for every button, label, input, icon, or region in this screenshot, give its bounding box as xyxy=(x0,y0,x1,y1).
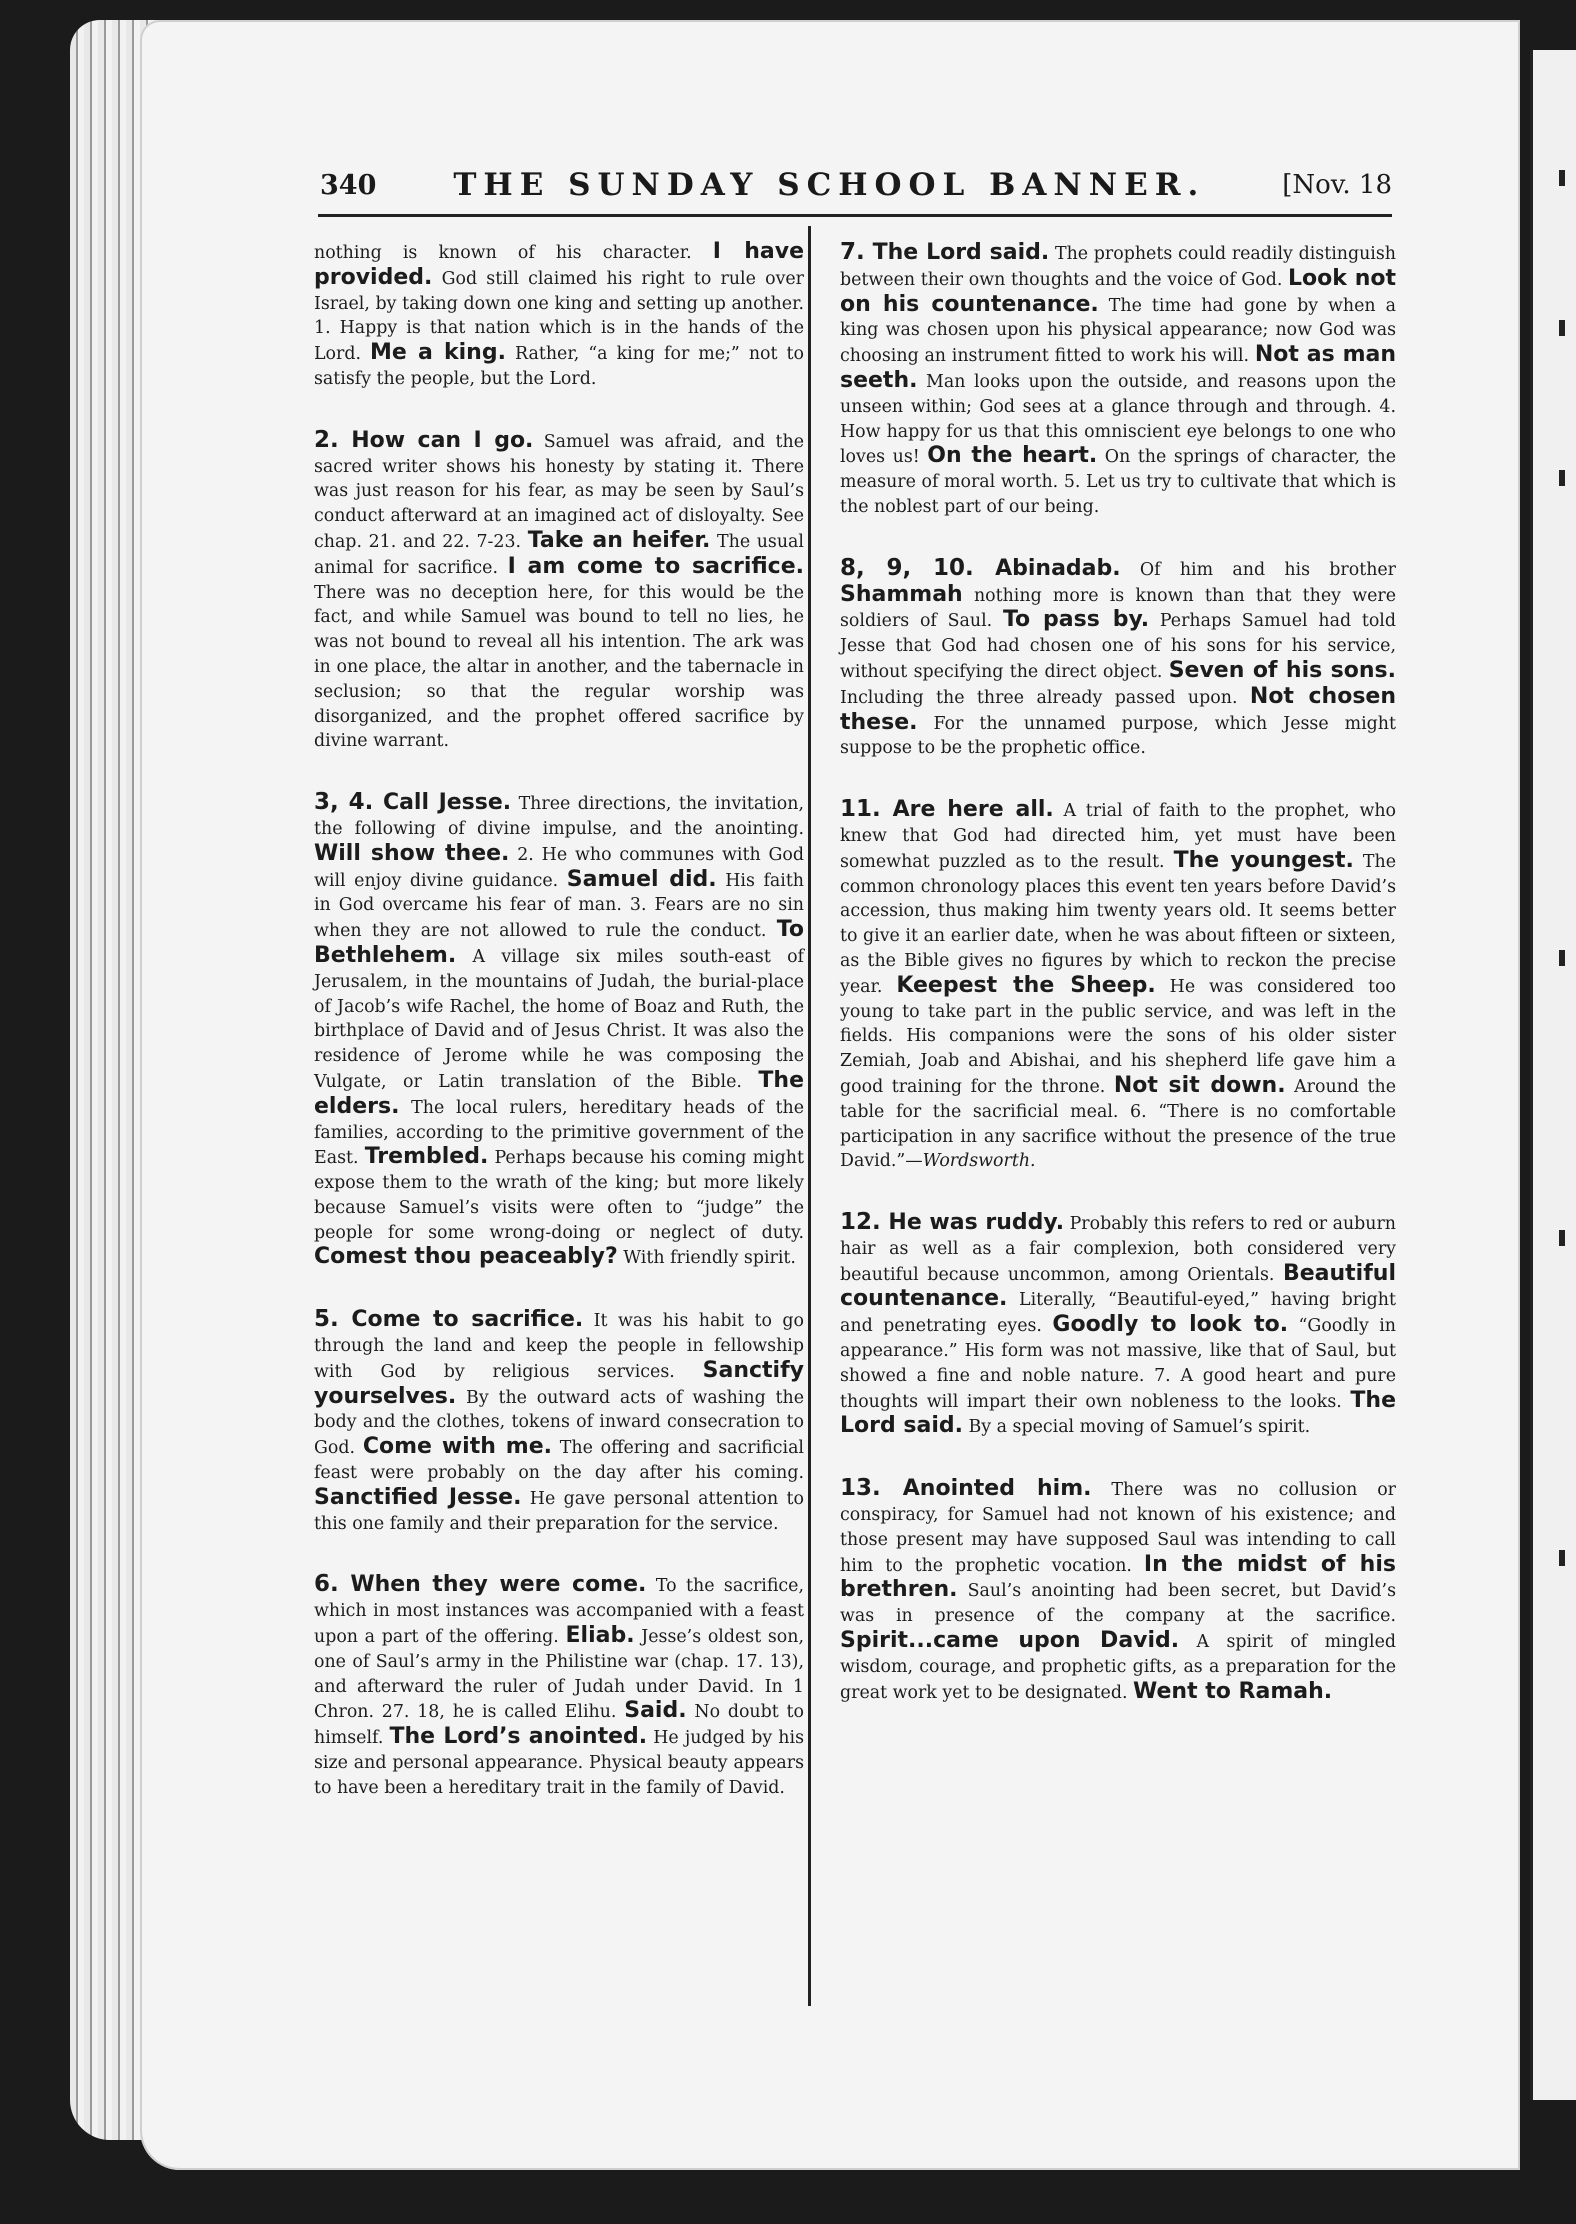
verse-number: 2. xyxy=(314,426,339,453)
verse-number: 11. xyxy=(840,796,881,823)
verse-number: 6. xyxy=(314,1571,339,1598)
note-paragraph xyxy=(840,240,1396,520)
note-text: Around the table for the sacrificial meal. 6. “There is no comfortable participation in any sacrifice without the presence of the true David.”— xyxy=(840,1076,1396,1172)
verse-number: 5. xyxy=(314,1306,339,1333)
note-paragraph xyxy=(314,240,804,392)
keyword-phrase: Comest thou peaceably? xyxy=(314,1244,618,1270)
note-paragraph xyxy=(840,1210,1396,1440)
note-text: A trial of faith to the prophet, who knew that God had directed him, yet must have been somewhat puzzled as to the result. xyxy=(840,801,1396,872)
note-text: Jesse’s oldest son, one of Saul’s army in the Philistine war (chap. 17. 13), and afterward the ruler of Judah under David. In 1 Chron. 27. 18, he is called Elihu. xyxy=(314,1627,804,1723)
note-paragraph xyxy=(314,790,804,1271)
note-text: It was his habit to go through the land and keep the people in fellowship with God by religious services. xyxy=(314,1311,804,1382)
keyword-phrase: In the midst of his brethren. xyxy=(840,1551,1396,1603)
note-text: nothing more is known than that they were soldiers of Saul. xyxy=(840,585,1396,632)
note-text: Samuel was afraid, and the sacred writer shows his honesty by stating it. There was just reason for his fear, as may be seen by Saul’s conduct afterward at an imagined act of disloyalty. See chap. 21. and 22. 7-23. xyxy=(314,431,804,552)
verse-number: 8, 9, 10. xyxy=(840,554,974,581)
verse-number: 7. xyxy=(840,239,865,265)
note-text: “Goodly in appearance.” His form was not massive, like that of Saul, but showed a fine and noble nature. 7. A good heart and pure thoughts will impart their own nobleness to the looks. xyxy=(840,1316,1396,1412)
column-divider xyxy=(808,226,811,2006)
keyword-phrase: Abinadab. xyxy=(973,555,1121,581)
keyword-phrase: He was ruddy. xyxy=(880,1210,1065,1236)
keyword-phrase: Not as man seeth. xyxy=(840,342,1397,393)
keyword-phrase: Not chosen these. xyxy=(840,683,1397,735)
keyword-phrase: Goodly to look to. xyxy=(1052,1312,1289,1338)
keyword-phrase: The elders. xyxy=(314,1067,804,1119)
note-text: The time had gone by when a king was chosen upon his physical appearance; now God was choosing an instrument fitted to work his will. xyxy=(840,295,1396,367)
note-text: God still claimed his right to rule over Israel, by taking down one king and setting up another. 1. Happy is that nation which is in the hands of the Lord. xyxy=(314,268,804,365)
note-text: Three directions, the invitation, the following of divine impulse, and the anointing. xyxy=(314,794,804,839)
keyword-phrase: Sanctify yourselves. xyxy=(314,1357,804,1409)
note-text: No doubt to himself. xyxy=(314,1702,804,1749)
keyword-phrase: Come with me. xyxy=(362,1434,552,1460)
keyword-phrase: Will show thee. xyxy=(314,840,510,866)
note-text: For the unnamed purpose, which Jesse might suppose to be the prophetic office. xyxy=(840,713,1396,759)
keyword-phrase: Spirit...came upon David. xyxy=(840,1628,1180,1654)
keyword-phrase: I have provided. xyxy=(314,239,804,290)
running-header xyxy=(320,160,1392,210)
keyword-phrase: To pass by. xyxy=(1002,607,1150,633)
facing-page-strip xyxy=(1530,50,1576,2100)
note-text: On the springs of character, the measure of moral worth. 5. Let us try to cultivate that which is the noblest part of our being. xyxy=(840,447,1396,517)
note-text: There was no deception here, for this would be the fact, and while Samuel was bound to tell no lies, he was not bound to reveal all his intention. The ark was in one place, the altar in another, and the tabernacle in seclusion; so that the regular worship was disorganized, and the prophet offered sacrifice by divine warrant. xyxy=(314,582,804,752)
keyword-phrase: Samuel did. xyxy=(566,866,717,892)
keyword-phrase: Seven of his sons. xyxy=(1168,657,1396,683)
publication-title: THE SUNDAY SCHOOL BANNER. xyxy=(453,167,1206,203)
note-text: With friendly spirit. xyxy=(617,1248,796,1269)
keyword-phrase: How can I go. xyxy=(338,427,534,453)
keyword-phrase: To Bethlehem. xyxy=(314,917,804,968)
note-text: His faith in God overcame his fear of man. 3. Fears are no sin when they are not allowed to rule the conduct. xyxy=(314,870,805,942)
note-text: The offering and sacrificial feast were probably on the day after his coming. xyxy=(314,1438,804,1484)
keyword-phrase: Eliab. xyxy=(565,1623,635,1649)
note-text: 2. He who communes with God will enjoy divine guidance. xyxy=(314,844,804,891)
keyword-phrase: Beautiful countenance. xyxy=(840,1260,1396,1312)
note-text: The prophets could readily distinguish between their own thoughts and the voice of God. xyxy=(840,244,1396,290)
keyword-phrase: Me a king. xyxy=(370,340,506,366)
note-text: A village six miles south-east of Jerusalem, in the mountains of Judah, the burial-place of Jacob’s wife Rachel, the home of Boaz and Ruth, the birthplace of David and of Jesus Christ. It was also the residence of Jerome while he was composing the Vulgate, or Latin translation of the Bible. xyxy=(314,946,804,1092)
issue-date: [Nov. 18 xyxy=(1282,170,1392,200)
note-text: There was no collusion or conspiracy, for Samuel had not known of his existence; and those present may have supposed Saul was intending to call him to the prophetic vocation. xyxy=(840,1480,1396,1576)
page-number: 340 xyxy=(320,169,377,201)
keyword-phrase: Come to sacrifice. xyxy=(338,1307,584,1333)
keyword-phrase: I am come to sacrifice. xyxy=(507,553,804,579)
note-text: To the sacrifice, which in most instances was accompanied with a feast upon a part of the offering. xyxy=(314,1576,804,1648)
note-text: The usual animal for sacrifice. xyxy=(314,531,804,578)
citation: Wordsworth. xyxy=(922,1151,1036,1172)
header-rule xyxy=(318,214,1392,217)
note-paragraph xyxy=(314,1307,804,1536)
keyword-phrase: Take an heifer. xyxy=(527,527,711,553)
verse-number: 13. xyxy=(840,1475,881,1502)
right-column xyxy=(840,240,1396,1741)
note-text: Rather, “a king for me;” not to satisfy the people, but the Lord. xyxy=(314,344,804,389)
keyword-phrase: Anointed him. xyxy=(880,1476,1092,1502)
note-text: A spirit of mingled wisdom, courage, and prophetic gifts, as a preparation for the great work yet to be designated. xyxy=(840,1632,1396,1703)
keyword-phrase: When they were come. xyxy=(338,1572,647,1598)
note-text: He was considered too young to take part in the public service, and was left in the fields. His companions were the sons of his older sister Zemiah, Joab and Abishai, and his shepherd life gave him a good training for the throne. xyxy=(840,976,1396,1097)
note-paragraph xyxy=(314,1572,804,1800)
note-text: Including the three already passed upon. xyxy=(840,687,1250,708)
keyword-phrase: On the heart. xyxy=(927,443,1098,469)
note-text: By the outward acts of washing the body and the clothes, tokens of inward consecration to God. xyxy=(314,1387,804,1459)
note-text: nothing is known of his character. xyxy=(314,243,713,263)
note-paragraph xyxy=(840,556,1396,761)
keyword-phrase: Shammah xyxy=(840,581,963,607)
keyword-phrase: The youngest. xyxy=(1173,847,1354,873)
keyword-phrase: The Lord’s anointed. xyxy=(389,1724,648,1750)
keyword-phrase: The Lord said. xyxy=(840,1387,1396,1439)
note-paragraph xyxy=(314,428,804,754)
keyword-phrase: Went to Ramah. xyxy=(1133,1678,1333,1704)
note-text: By a special moving of Samuel’s spirit. xyxy=(962,1417,1311,1438)
keyword-phrase: Trembled. xyxy=(364,1144,489,1170)
note-text: Of him and his brother xyxy=(1120,559,1396,580)
note-paragraph xyxy=(840,1476,1396,1705)
left-column xyxy=(314,240,804,1837)
keyword-phrase: The Lord said. xyxy=(864,240,1050,265)
keyword-phrase: Said. xyxy=(624,1698,687,1724)
note-text: The common chronology places this event ten years before David’s accession, thus making him twenty years old. It seems better to give it an earlier date, when he was about fifteen or sixteen, as the Bible gives no figures by which to reckon the precise year. xyxy=(840,851,1396,997)
keyword-phrase: Are here all. xyxy=(880,797,1054,823)
note-text: Perhaps because his coming might expose them to the wrath of the king; but more likely because Samuel’s visits were often to “judge” the people for some wrong-doing or neglect of duty. xyxy=(314,1148,804,1243)
keyword-phrase: Look not on his countenance. xyxy=(840,265,1396,317)
note-text: Man looks upon the outside, and reasons upon the unseen within; God sees at a glance through and through. 4. How happy for us that this omniscient eye belongs to one who loves us! xyxy=(840,371,1396,468)
keyword-phrase: Sanctified Jesse. xyxy=(314,1484,522,1510)
verse-number: 3, 4. xyxy=(314,789,374,816)
note-text: Probably this refers to red or auburn hair as well as a fair complexion, both considered very beautiful because uncommon, among Orientals. xyxy=(840,1214,1397,1285)
note-text: He judged by his size and personal appearance. Physical beauty appears to have been a hereditary trait in the family of David. xyxy=(314,1728,804,1798)
keyword-phrase: Call Jesse. xyxy=(373,790,512,816)
note-text: Perhaps Samuel had told Jesse that God had chosen one of his sons for his service, without specifying the direct object. xyxy=(840,611,1396,682)
verse-number: 12. xyxy=(840,1209,881,1236)
keyword-phrase: Keepest the Sheep. xyxy=(896,972,1156,998)
note-text: Saul’s anointing had been secret, but David’s was in presence of the company at the sacrifice. xyxy=(840,1581,1396,1627)
note-paragraph xyxy=(840,797,1396,1174)
note-text: Literally, “Beautiful-eyed,” having bright and penetrating eyes. xyxy=(840,1290,1396,1337)
note-text: He gave personal attention to this one family and their preparation for the service. xyxy=(314,1488,804,1534)
note-text: The local rulers, hereditary heads of the families, according to the primitive government of the East. xyxy=(314,1097,804,1169)
keyword-phrase: Not sit down. xyxy=(1113,1072,1286,1098)
